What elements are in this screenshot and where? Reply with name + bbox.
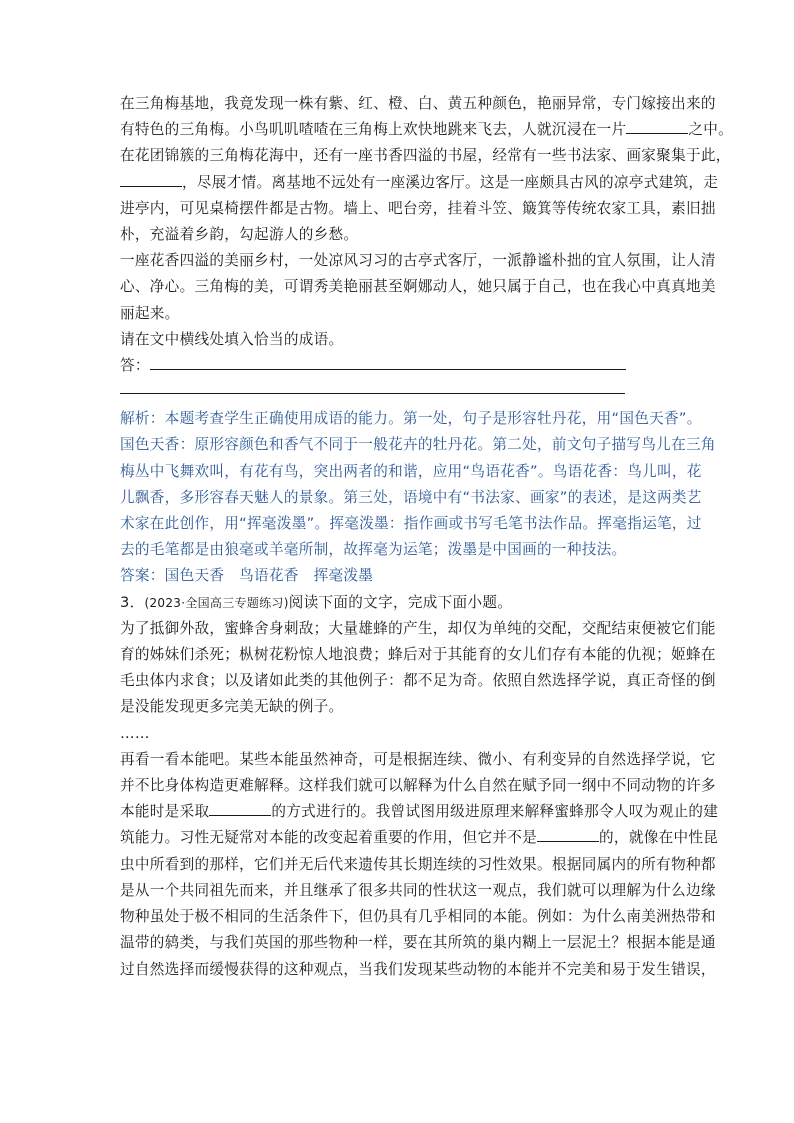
passage-line: 物种虽处于极不相同的生活条件下，但仍具有几乎相同的本能。例如：为什么南美洲热带和 bbox=[120, 908, 716, 926]
answer-underline-2 bbox=[120, 379, 625, 394]
analysis-line: 术家在此创作，用“挥毫泼墨”。挥毫泼墨：指作画或书写毛笔书法作品。挥毫指运笔，过 bbox=[120, 515, 702, 533]
answer-line bbox=[120, 353, 680, 379]
passage-line: 丽起来。 bbox=[120, 304, 180, 322]
fill-blank bbox=[120, 172, 182, 187]
question-prompt: 请在文中横线处填入恰当的成语。 bbox=[120, 330, 344, 348]
passage-line: 是没能发现更多完美无缺的例子。 bbox=[120, 698, 344, 716]
answer-underline bbox=[150, 353, 626, 370]
passage-line: 并不比身体构造更难解释。这样我们就可以解释为什么自然在赋予同一纲中不同动物的许多 bbox=[120, 777, 716, 795]
question-instruction: 阅读下面的文字，完成下面小题。 bbox=[288, 593, 513, 611]
analysis-line: 儿飘香，多形容春天魅人的景象。第三处，语境中有“书法家、画家”的表述，是这两类艺 bbox=[120, 488, 702, 506]
passage-text: 本能时是采取 bbox=[120, 803, 210, 821]
question-number: 3． bbox=[120, 593, 145, 611]
passage-line: 是从一个共同祖先而来，并且继承了很多共同的性状这一观点，我们就可以理解为什么边缘 bbox=[120, 881, 716, 899]
passage-line: 再看一看本能吧。某些本能虽然神奇，可是根据连续、微小、有利变异的自然选择学说，它 bbox=[120, 750, 716, 768]
passage-text: 之中。 bbox=[688, 121, 734, 139]
passage-text: 的方式进行的。我曾试图用级进原理来解释蜜蜂那令人叹为观止的建 bbox=[271, 803, 719, 821]
passage-text: ，尽展才情。离基地不远处有一座溪边客厅。这是一座颇具古风的凉亭式建筑，走 bbox=[182, 173, 719, 191]
question-source: (2023·全国高三专题练习) bbox=[144, 595, 289, 610]
passage-line bbox=[120, 170, 719, 196]
passage-line: 一座花香四溢的美丽乡村，一处凉风习习的古亭式客厅，一派静谧朴拙的宜人氛围，让人清 bbox=[120, 252, 716, 270]
passage-line: 为了抵御外敌，蜜蜂舍身刺敌；大量雄蜂的产生，却仅为单纯的交配，交配结束便被它们能 bbox=[120, 619, 716, 637]
answer-key: 答案：国色天香 鸟语花香 挥毫泼墨 bbox=[120, 567, 374, 585]
passage-line: 育的姊妹们杀死；枞树花粉惊人地浪费；蜂后对于其能育的女儿们存有本能的仇视；姬蜂在 bbox=[120, 646, 716, 664]
passage-line: 进亭内，可见桌椅摆件都是古物。墙上、吧台旁，挂着斗笠、簸箕等传统农家工具，素旧拙 bbox=[120, 199, 716, 217]
fill-blank bbox=[626, 119, 688, 134]
fill-blank bbox=[209, 801, 271, 816]
question-heading bbox=[120, 590, 680, 616]
passage-text: 筑能力。习性无疑常对本能的改变起着重要的作用，但它并不是 bbox=[120, 829, 538, 847]
analysis-line: 国色天香：原形容颜色和香气不同于一般花卉的牡丹花。第二处，前文句子描写鸟儿在三角 bbox=[120, 436, 716, 454]
passage-line: 过自然选择而缓慢获得的这种观点，当我们发现某些动物的本能并不完美和易于发生错误， bbox=[120, 960, 716, 978]
analysis-line: 去的毛笔都是由狼毫或羊毫所制，故挥毫为运笔；泼墨是中国画的一种技法。 bbox=[120, 541, 627, 559]
passage-line: 毛虫体内求食；以及诸如此类的其他例子：都不足为奇。依照自然选择学说，真正奇怪的倒 bbox=[120, 672, 716, 690]
passage-line: 温带的鸫类，与我们英国的那些物种一样，要在其所筑的巢内糊上一层泥土？根据本能是通 bbox=[120, 934, 716, 952]
passage-line: 在三角梅基地，我竟发现一株有紫、红、橙、白、黄五种颜色，艳丽异常，专门嫁接出来的 bbox=[120, 95, 716, 112]
analysis-line: 解析：本题考查学生正确使用成语的能力。第一处，句子是形容牡丹花，用“国色天香”。 bbox=[120, 410, 702, 428]
fill-blank bbox=[537, 827, 599, 842]
passage-line: 朴，充溢着乡韵，勾起游人的乡愁。 bbox=[120, 226, 359, 244]
ellipsis: …… bbox=[120, 724, 150, 742]
passage-text: 有特色的三角梅。小鸟叽叽喳喳在三角梅上欢快地跳来飞去，人就沉浸在一片 bbox=[120, 121, 627, 139]
analysis-line: 梅丛中飞舞欢叫，有花有鸟，突出两者的和谐，应用“鸟语花香”。鸟语花香：鸟儿叫，花 bbox=[120, 462, 702, 480]
document-page bbox=[120, 91, 734, 983]
passage-line bbox=[120, 117, 734, 143]
passage-line: 虫中所看到的那样，它们并无后代来遗传其长期连续的习性效果。根据同属内的所有物种都 bbox=[120, 855, 716, 873]
passage-line: 在花团锦簇的三角梅花海中，还有一座书香四溢的书屋，经常有一些书法家、画家聚集于此， bbox=[120, 147, 731, 165]
passage-line bbox=[120, 825, 719, 851]
passage-text: 的，就像在中性昆 bbox=[599, 829, 719, 847]
passage-line: 心、净心。三角梅的美，可谓秀美艳丽甚至婀娜动人，她只属于自己，也在我心中真真地美 bbox=[120, 278, 716, 296]
passage-line bbox=[120, 799, 719, 825]
answer-label: 答： bbox=[120, 357, 150, 375]
